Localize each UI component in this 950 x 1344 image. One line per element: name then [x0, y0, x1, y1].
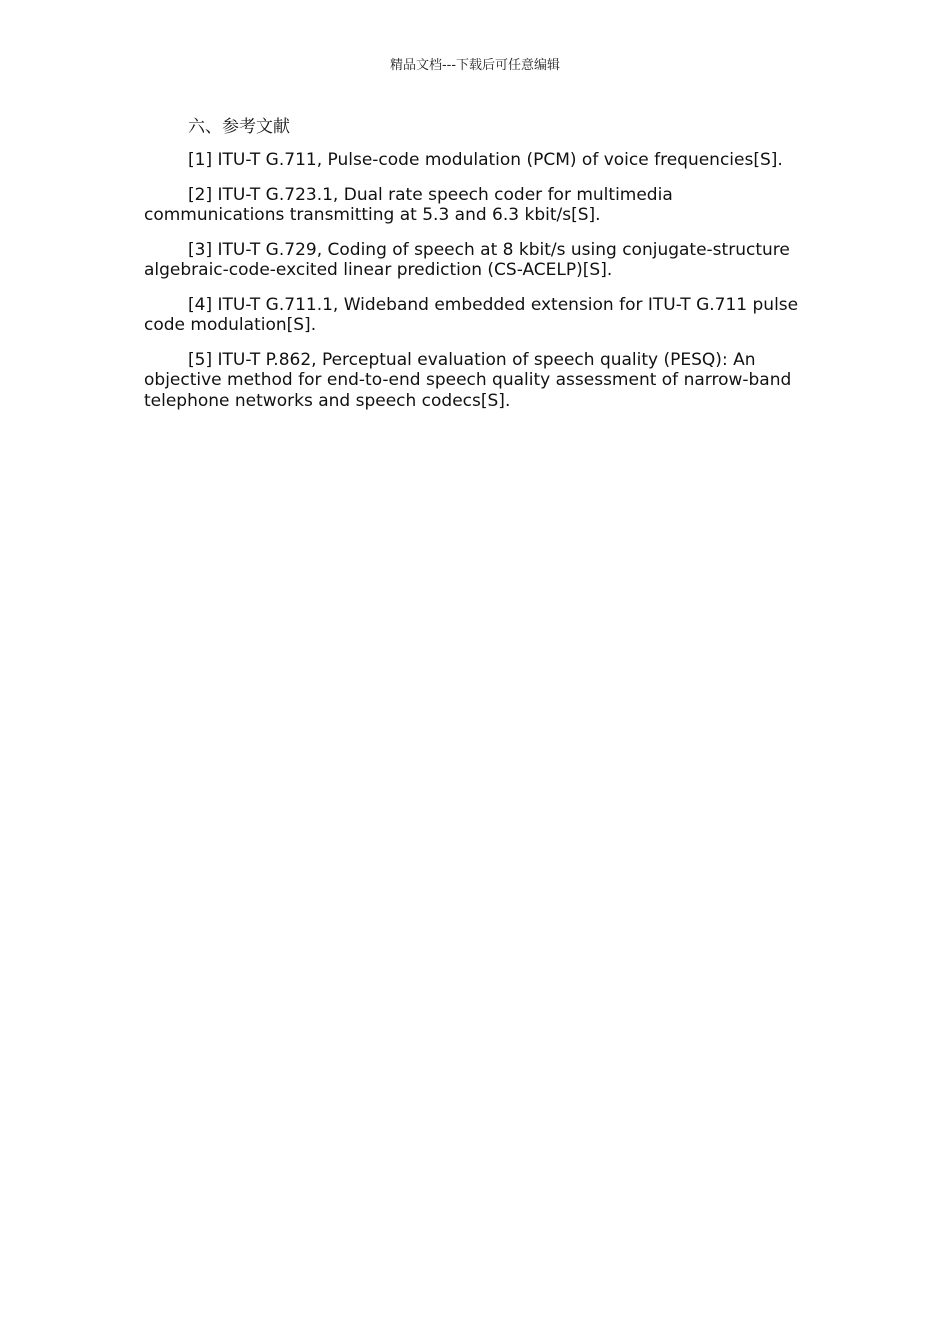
- section-heading: 六、参考文献: [188, 117, 290, 137]
- reference-item: [5] ITU-T P.862, Perceptual evaluation of speech quality (PESQ): An objective method for end-to-end speech quality assessment of narrow-band telephone networks and speech codecs[S].: [144, 349, 792, 411]
- reference-item: [2] ITU-T G.723.1, Dual rate speech coder for multimedia communications transmitting at 5.3 and 6.3 kbit/s[S].: [144, 184, 673, 225]
- reference-item: [1] ITU-T G.711, Pulse-code modulation (PCM) of voice frequencies[S].: [188, 150, 783, 170]
- reference-list: [144, 150, 808, 411]
- header-watermark-text: 精品文档---下载后可任意编辑: [389, 58, 561, 73]
- document-body: [144, 116, 808, 425]
- page-header: [0, 57, 950, 75]
- reference-item: [4] ITU-T G.711.1, Wideband embedded extension for ITU-T G.711 pulse code modulation[S].: [144, 294, 799, 335]
- reference-item: [3] ITU-T G.729, Coding of speech at 8 kbit/s using conjugate-structure algebraic-code-excited linear prediction (CS-ACELP)[S].: [144, 239, 790, 280]
